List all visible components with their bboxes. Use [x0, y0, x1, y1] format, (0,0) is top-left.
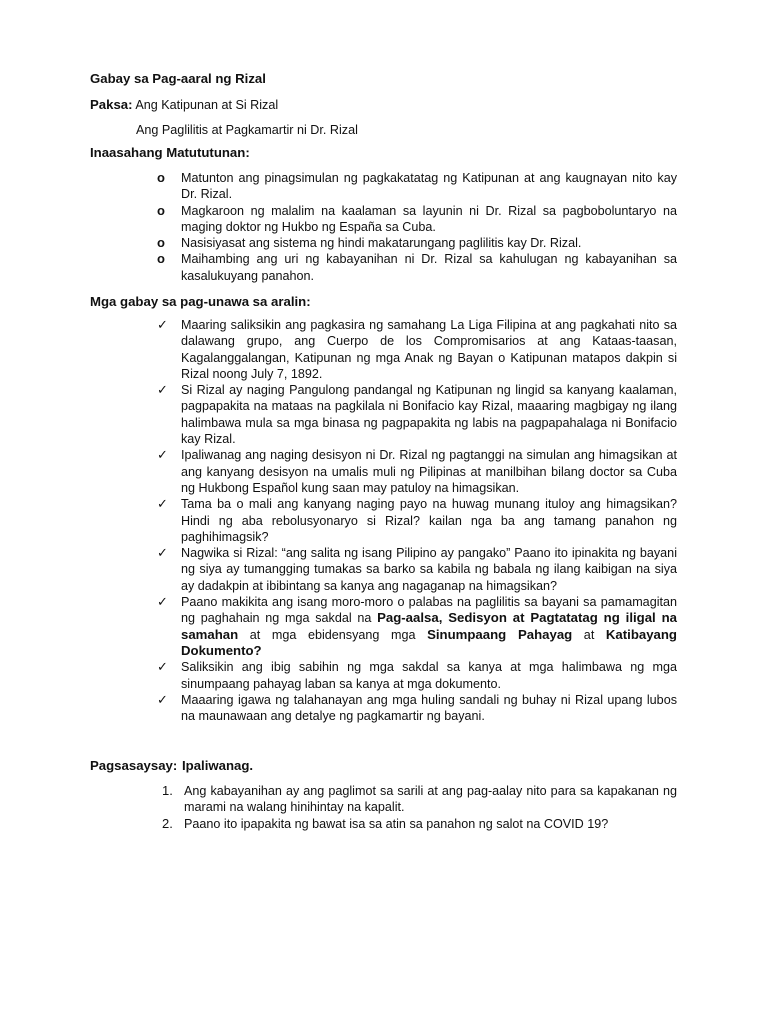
pagsasaysay-instruction: Ipaliwanag.	[182, 758, 254, 773]
katibayang-dokumento: Katibayang Dokumento?	[181, 626, 677, 658]
checkmark-icon: ✓	[157, 447, 168, 463]
item-number: 2.	[162, 815, 173, 831]
gabay-heading: Mga gabay sa pag-unawa sa aralin:	[90, 294, 311, 309]
list-item: o Nasisiyasat ang sistema ng hindi makatarungang paglilitis kay Dr. Rizal.	[157, 235, 582, 251]
checkmark-icon: ✓	[157, 382, 168, 398]
list-item: 2. Paano ito ipapakita ng bawat isa sa atin sa panahon ng salot na COVID 19?	[162, 815, 609, 831]
paksa-line	[90, 97, 278, 113]
bullet-icon: o	[157, 251, 165, 267]
document-title: Gabay sa Pag-aaral ng Rizal	[90, 71, 266, 86]
inaasahan-list	[90, 170, 677, 284]
list-item: 1. Ang kabayanihan ay ang paglimot sa sarili at ang pag-aalay nito para sa kapakanan ng marami na walang hinihintay na kapalit.	[162, 783, 677, 815]
list-item: ✓ Tama ba o mali ang kanyang naging payo na huwag munang ituloy ang himagsikan? Hindi ng aba rebolusyonaryo si Rizal? kailan nga ba ang tamang panahon ng paghihimagsik?	[157, 496, 677, 544]
list-item: o Maihambing ang uri ng kabayanihan ni Dr. Rizal sa kahulugan ng kabayanihan sa kasalukuyang panahon.	[157, 251, 677, 283]
bullet-icon: o	[157, 235, 165, 251]
checkmark-icon: ✓	[157, 545, 168, 561]
list-item: o Matunton ang pinagsimulan ng pagkakatatag ng Katipunan at ang kaugnayan nito kay Dr. Rizal.	[157, 170, 677, 202]
sinumpaang-pahayag: Sinumpaang Pahayag	[427, 626, 573, 642]
list-item: ✓ Maaring saliksikin ang pagkasira ng samahang La Liga Filipina at ang pagkahati nito sa dalawang grupo, ang Cuerpo de los Compromisarios at ang Kataas-taasan, Kagalanggalangan, Katipunan ng mga Anak ng Bayan o Katipunan matapos dakpin si Rizal noong July 7, 1892.	[157, 317, 677, 381]
checkmark-icon: ✓	[157, 691, 168, 707]
checkmark-icon: ✓	[157, 317, 168, 332]
gabay-list	[90, 317, 677, 724]
item-number: 1.	[162, 783, 173, 798]
list-item: ✓ Si Rizal ay naging Pangulong pandangal ng Katipunan ng lingid sa kanyang kaalaman, pagpapakita na mataas na pagkilala ni Bonifacio kay Rizal, maaaring magbigay ng ilang halimbawa mula sa mga binasa ng pagpapakita ng labis na pagpapahalaga ni Bonifacio kay Rizal.	[157, 382, 677, 447]
sakdal-terms: Pag-aalsa, Sedisyon at Pagtatatag ng iligal na samahan	[181, 610, 677, 642]
paksa-label: Paksa:	[90, 97, 133, 112]
list-item: o Magkaroon ng malalim na kaalaman sa layunin ni Dr. Rizal sa pagboboluntaryo na maging doktor ng Hukbo ng España sa Cuba.	[157, 202, 677, 234]
pagsasaysay-label: Pagsasaysay:	[90, 758, 178, 773]
checkmark-icon: ✓	[157, 594, 168, 610]
inaasahan-heading: Inaasahang Matututunan:	[90, 145, 250, 160]
list-item: ✓ Paano makikita ang isang moro-moro o palabas na paglilitis sa bayani sa pamamagitan ng paghahain ng mga sakdal na Pag-aalsa, Sedisyon at Pagtatatag ng iligal na samahan at mga ebidensyang mga Sinumpaang Pahayag at Katibayang Dokumento?	[157, 594, 677, 658]
list-item: ✓ Saliksikin ang ibig sabihin ng mga sakdal sa kanya at mga halimbawa ng mga sinumpaang pahayag laban sa kanya at mga dokumento.	[157, 659, 677, 691]
bullet-icon: o	[157, 202, 165, 218]
paksa-topic-1: Ang Katipunan at Si Rizal	[135, 98, 279, 112]
pagsasaysay-heading	[90, 758, 254, 774]
paksa-topic-2: Ang Paglilitis at Pagkamartir ni Dr. Rizal	[136, 123, 358, 137]
bullet-icon: o	[157, 170, 165, 185]
list-item: ✓ Maaaring igawa ng talahanayan ang mga huling sandali ng buhay ni Rizal upang lubos na maunawaan ang detalye ng pagkamartir ng bayani.	[157, 691, 677, 724]
list-item: ✓ Ipaliwanag ang naging desisyon ni Dr. Rizal ng pagtanggi na simulan ang himagsikan at ang kanyang desisyon na umalis muli ng Pilipinas at manilbihan bilang doctor sa Cuba ng Hukbong Español kung saan may patuloy na himagsikan.	[157, 447, 677, 495]
list-item: ✓ Nagwika si Rizal: “ang salita ng isang Pilipino ay pangako” Paano ito ipinakita ng bayani ng siya ay tumangging tumakas sa barko sa kabila ng babala ng ilang kaibigan na siya ay dadakpin at ibibintang sa kanya ang nagaganap na himagsikan?	[157, 545, 677, 593]
checkmark-icon: ✓	[157, 659, 168, 675]
pagsasaysay-list	[90, 783, 677, 832]
checkmark-icon: ✓	[157, 496, 168, 512]
